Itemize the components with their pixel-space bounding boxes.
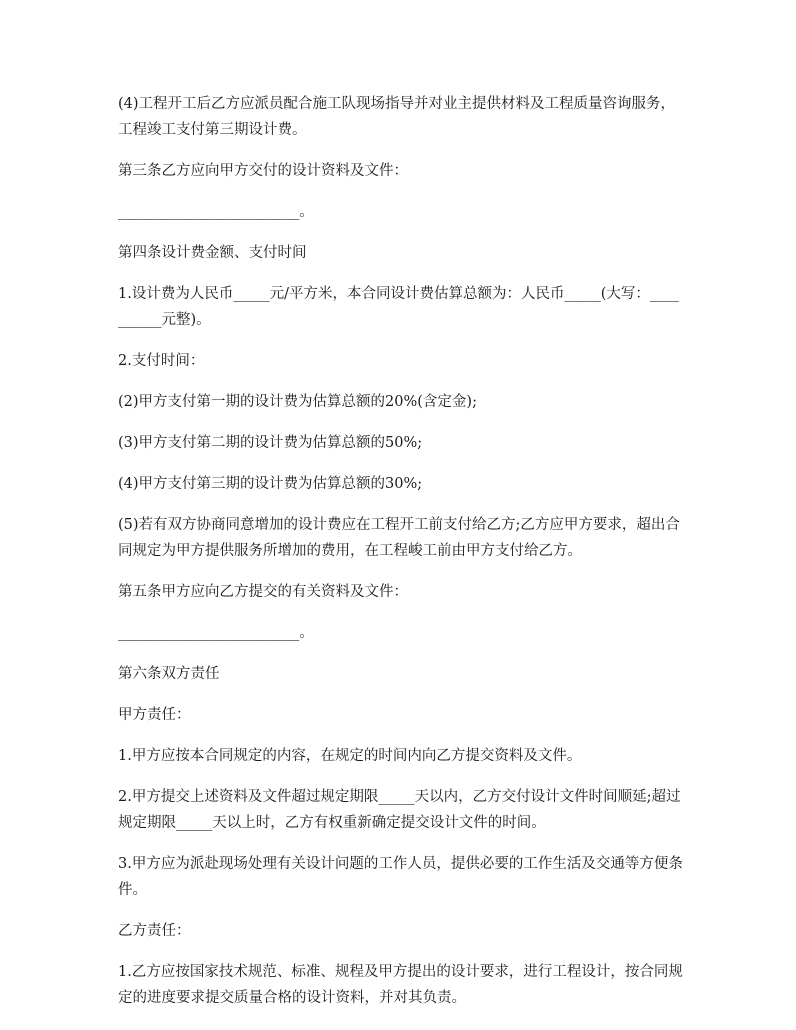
article-3-heading: 第三条乙方应向甲方交付的设计资料及文件： (118, 163, 408, 179)
payment-time-heading: 2.支付时间： (118, 353, 205, 369)
party-a-duty-2: 2.甲方提交上述资料及文件超过规定期限_____天以内，乙方交付设计文件时间顺延;超过规定期限_____天以上时，乙方有权重新确定提交设计文件的时间。 (118, 789, 681, 831)
paragraph-phase4-service: (4)工程开工后乙方应派员配合施工队现场指导并对业主提供材料及工程质量咨询服务，工程竣工支付第三期设计费。 (118, 96, 676, 138)
payment-phase-3: (4)甲方支付第三期的设计费为估算总额的30%; (118, 476, 423, 492)
party-a-duty-3: 3.甲方应为派赴现场处理有关设计问题的工作人员，提供必要的工作生活及交通等方便条件。 (118, 856, 683, 898)
blank-line: _________________________。 (118, 625, 314, 641)
payment-phase-2: (3)甲方支付第二期的设计费为估算总额的50%; (118, 435, 423, 451)
party-a-duties-heading: 甲方责任： (118, 707, 191, 723)
party-a-duty-1: 1.甲方应按本合同规定的内容，在规定的时间内向乙方提交资料及文件。 (118, 748, 582, 764)
fee-amount-clause: 1.设计费为人民币_____元/平方米，本合同设计费估算总额为：人民币_____(大写：__________元整)。 (118, 286, 679, 328)
payment-phase-1: (2)甲方支付第一期的设计费为估算总额的20%(含定金); (118, 394, 477, 410)
document-body (118, 91, 684, 1026)
party-b-duties-heading: 乙方责任： (118, 923, 191, 939)
party-b-duty-1: 1.乙方应按国家技术规范、标准、规程及甲方提出的设计要求，进行工程设计，按合同规定的进度要求提交质量合格的设计资料，并对其负责。 (118, 964, 683, 1006)
article-6-heading: 第六条双方责任 (118, 666, 220, 682)
additional-fee-clause: (5)若有双方协商同意增加的设计费应在工程开工前支付给乙方;乙方应甲方要求，超出合同规定为甲方提供服务所增加的费用，在工程峻工前由甲方支付给乙方。 (118, 517, 680, 559)
article-4-heading: 第四条设计费金额、支付时间 (118, 245, 307, 261)
article-5-heading: 第五条甲方应向乙方提交的有关资料及文件： (118, 584, 408, 600)
blank-line: _________________________。 (118, 204, 314, 220)
